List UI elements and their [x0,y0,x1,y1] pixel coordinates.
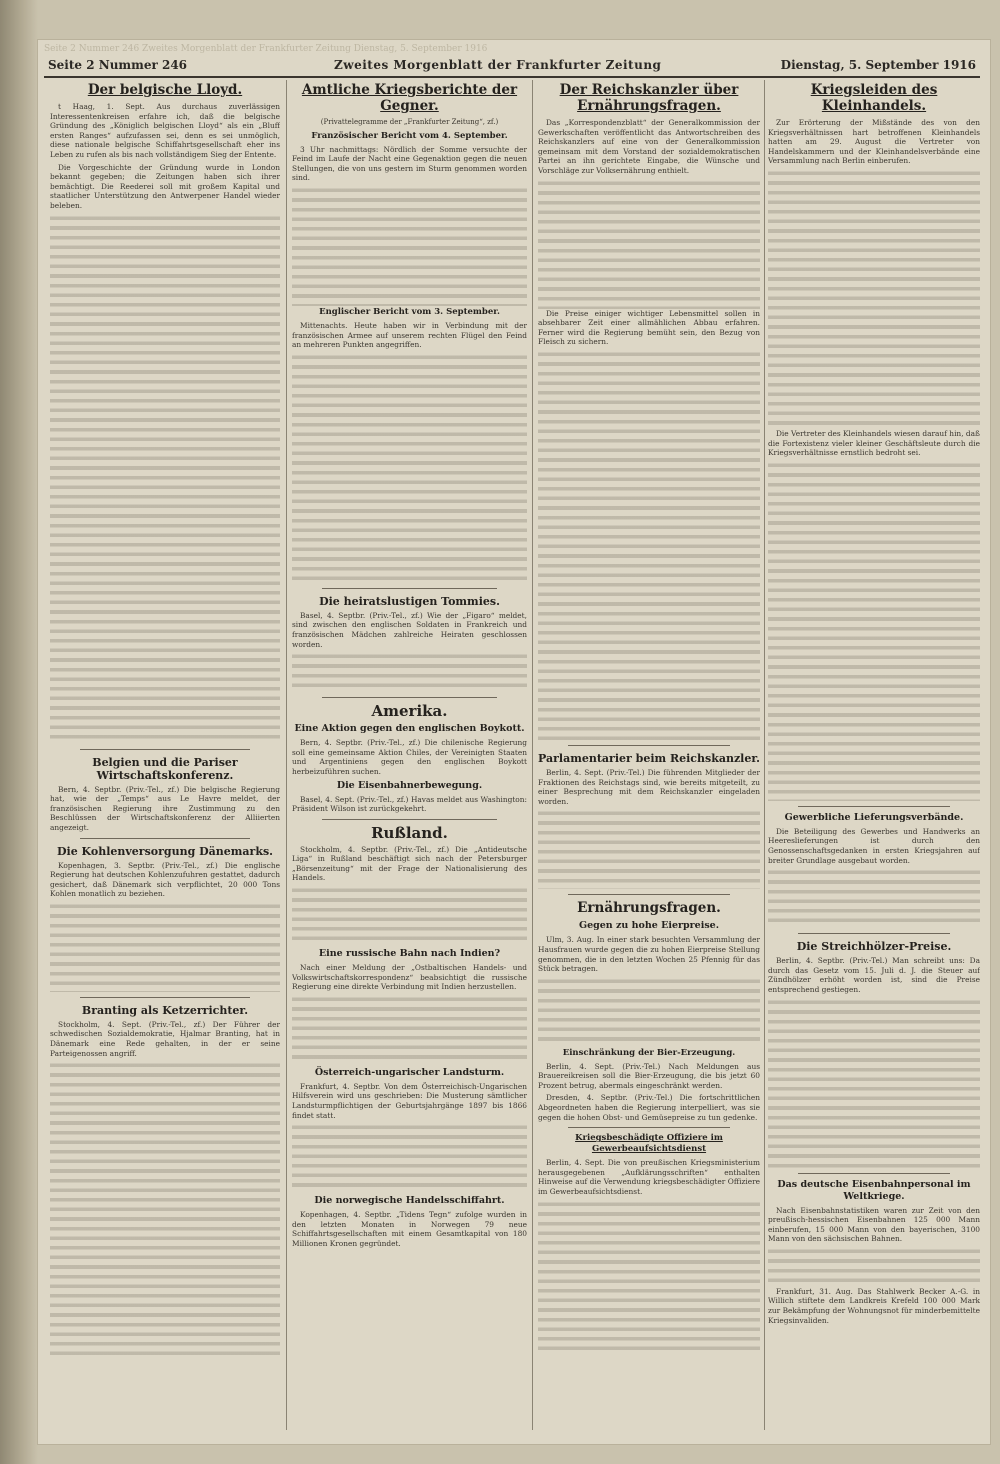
text-lines [50,902,280,992]
article-title: Amtliche Kriegsberichte der Gegner. [301,82,518,114]
section-divider [798,1173,950,1174]
text-lines [768,998,980,1168]
section-heading: Belgien und die Pariser Wirtschaftskonferenz. [92,755,238,782]
text-lines [768,169,980,429]
section-divider [798,806,950,807]
article-paragraph: Bern, 4. Septbr. (Priv.-Tel., zf.) Die chilenische Regierung soll eine gemeinsame Aktion Chiles, der Vereinigten Staaten und Argentiniens gegen den englischen Boykott herbeizuführen suchen. [292,738,527,776]
article-paragraph: Berlin, 4. Sept. (Priv.-Tel.) Nach Meldungen aus Brauereikreisen soll die Bier-Erzeugung, die bis jetzt 60 Prozent betrug, abermals eingeschränkt werden. [538,1061,760,1090]
article-paragraph: Basel, 4. Sept. (Priv.-Tel., zf.) Havas meldet aus Washington: Präsident Wilson ist zurückgekehrt. [292,794,527,814]
section-heading: Eine Aktion gegen den englischen Boykott. [294,723,525,735]
region-heading: Amerika. [371,702,448,721]
section-divider [322,819,497,820]
section-heading: Ernährungsfragen. [577,900,721,917]
article-paragraph: Kopenhagen, 4. Septbr. „Tidens Tegn“ zufolge wurden in den letzten Monaten in Norwegen 79 neue Schiffahrtsgesellschaften mit einem Gesamtkapital von 180 Millionen Kronen gegründet. [292,1210,527,1248]
section-divider [798,933,950,934]
text-lines [538,977,760,1047]
article-lead: (Privattelegramme der „Frankfurter Zeitung“, zf.) [320,118,499,126]
article-title: Der belgische Lloyd. [87,82,243,98]
section-divider [80,838,250,839]
text-lines [292,886,527,946]
column-1 [50,80,280,1430]
text-lines [538,1200,760,1350]
section-heading: Die Eisenbahnerbewegung. [336,779,483,791]
subsection-heading: Einschränkung der Bier-Erzeugung. [562,1047,736,1058]
section-heading: Die norwegische Handelsschiffahrt. [314,1195,505,1207]
text-lines [292,1123,527,1193]
article-paragraph: Die Preise einiger wichtiger Lebensmittel sollen in absehbarer Zeit einer allmählichen Abbau erfahren. Ferner wird die Regierung bemüht sein, den Bezug von Fleisch zu sichern. [538,308,760,347]
text-lines [292,652,527,692]
section-divider [568,745,730,746]
subsection-heading: Gegen zu hohe Eierpreise. [578,920,720,932]
article-paragraph: Stockholm, 4. Sept. (Priv.-Tel., zf.) Der Führer der schwedischen Sozialdemokratie, Hjalmar Branting, hat in Dänemark eine Rede gehalten, in der er seine Parteigenossen angriff. [50,1019,280,1058]
article-paragraph: Dresden, 4. Septbr. (Priv.-Tel.) Die fortschrittlichen Abgeordneten haben die Regierung interpelliert, was sie gegen die hohen Obst- und Gemüsepreise zu tun gedenke. [538,1093,760,1122]
section-divider [568,1127,730,1128]
page-binding-edge [0,0,38,1464]
section-heading: Eine russische Bahn nach Indien? [318,948,501,960]
article-paragraph: 3 Uhr nachmittags: Nördlich der Somme versuchte der Feind im Laufe der Nacht eine Gegenaktion gegen die neuen Stellungen, die von uns gestern im Sturm genommen worden sind. [292,144,527,183]
section-divider [322,697,497,698]
article-paragraph: Ulm, 3. Aug. In einer stark besuchten Versammlung der Hausfrauen wurde gegen die zu hohen Eierpreise Stellung genommen, die in den letzten Wochen 25 Pfennig für das Stück betragen. [538,935,760,974]
text-lines [538,179,760,309]
text-lines [538,809,760,889]
section-heading: Die heiratslustigen Tommies. [319,594,500,608]
section-divider [80,749,250,750]
page-number: Seite 2 Nummer 246 [48,58,188,72]
bleed-through-header: Seite 2 Nummer 246 Zweites Morgenblatt der Frankfurter Zeitung Dienstag, 5. September 1916 [44,44,488,54]
column-rule [286,80,287,1430]
article-paragraph: Berlin, 4. Sept. (Priv.-Tel.) Die führenden Mitglieder der Fraktionen des Reichstags sind, wie bereits mitgeteilt, zu einer Besprechung mit dem Reichskanzler eingeladen worden. [538,767,760,806]
article-paragraph: Bern, 4. Septbr. (Priv.-Tel., zf.) Die belgische Regierung hat, wie der „Temps“ aus Le Havre meldet, der französischen Regierung ihre Zustimmung zu den Beschlüssen der Wirtschaftskonferenz der Alliierten angezeigt. [50,784,280,832]
text-lines [50,214,280,744]
section-heading: Die Streichhölzer-Preise. [796,940,952,954]
article-paragraph: Die Vorgeschichte der Gründung wurde in London bekannt gegeben; die Zeitungen haben sich ihrer bemächtigt. Die Reederei soll mit großem Kapital und staatlicher Unterstützung den Antwerpener Handel wieder beleben. [50,162,280,210]
article-paragraph: Frankfurt, 4. Septbr. Von dem Österreichisch-Ungarischen Hilfsverein wird uns geschrieben: Die Musterung sämtlicher Landsturmpflichtigen der Geburtsjahrgänge 1897 bis 1866 findet statt. [292,1081,527,1120]
column-4 [768,80,980,1430]
article-title: Der Reichskanzler über Ernährungsfragen. [559,82,739,114]
text-lines [538,350,760,740]
section-heading: Österreich-ungarischer Landsturm. [314,1066,505,1078]
text-lines [768,461,980,801]
article-paragraph: Stockholm, 4. Septbr. (Priv.-Tel., zf.) Die „Antideutsche Liga“ in Rußland beschäftigt sich nach der Petersburger „Börsenzeitung“ mit der Frage der Nationalisierung des Handels. [292,844,527,883]
section-heading: Gewerbliche Lieferungsverbände. [784,811,964,823]
article-paragraph: Nach Eisenbahnstatistiken waren zur Zeit von den preußisch-hessischen Eisenbahnen 125 000 Mann einberufen, 15 000 Mann von den bayerischen, 3100 Mann von den sächsischen Bahnen. [768,1205,980,1244]
article-paragraph: Frankfurt, 31. Aug. Das Stahlwerk Becker A.-G. in Willich stiftete dem Landkreis Krefeld 100 000 Mark zur Bekämpfung der Wohnungsnot für minderbemittelte Kriegsinvaliden. [768,1286,980,1325]
article-paragraph: Das „Korrespondenzblatt“ der Generalkommission der Gewerkschaften veröffentlicht das Antwortschreiben des Reichskanzlers auf eine von der Generalkommission gemeinsam mit dem Vorstand der sozialdemokratischen Partei an ihn gerichtete Eingabe, die Wünsche und Vorschläge zur Volksernährung enthielt. [538,118,760,175]
text-lines [50,1061,280,1361]
article-paragraph: Kopenhagen, 3. Septbr. (Priv.-Tel., zf.) Die englische Regierung hat deutschen Kohlenzufuhren gestattet, dadurch gesichert, daß Dänemark sich verpflichtet, 20 000 Tons Kohlen monatlich zu beziehen. [50,860,280,899]
text-lines [768,868,980,928]
article-paragraph: Die Beteiligung des Gewerbes und Handwerks an Heereslieferungen ist durch den Genossenschaftsgedanken in ersten Kriegsjahren auf breiter Grundlage ausgebaut worden. [768,826,980,865]
region-heading: Rußland. [371,823,448,842]
text-lines [292,186,527,306]
article-title: Kriegsleiden des Kleinhandels. [810,82,938,114]
article-paragraph: Nach einer Meldung der „Ostbaltischen Handels- und Volkswirtschaftskorrespondenz“ beabsichtigt die russische Regierung eine direkte Verbindung mit Indien herzustellen. [292,963,527,992]
subsection-heading: Französischer Bericht vom 4. September. [311,130,508,141]
article-paragraph: Die Vertreter des Kleinhandels wiesen darauf hin, daß die Fortexistenz vieler kleiner Geschäftsleute durch die Kriegsverhältnisse ernstlich bedroht sei. [768,428,980,458]
section-divider [322,588,497,589]
article-paragraph: Zur Erörterung der Mißstände des von den Kriegsverhältnissen hart betroffenen Kleinhandels hatten am 29. August die Vertreter von Handelskammern und der Kleinhandelsverbände eine Versammlung nach Berlin einberufen. [768,118,980,166]
section-heading: Kriegsbeschädigte Offiziere im Gewerbeaufsichtsdienst [575,1133,723,1155]
section-heading: Das deutsche Eisenbahnpersonal im Weltkriege. [777,1178,971,1202]
section-heading: Parlamentarier beim Reichskanzler. [538,751,760,765]
article-paragraph: Berlin, 4. Sept. Die von preußischen Kriegsministerium herausgegebenen „Aufklärungsschriften“ enthalten Hinweise auf die Verwendung kriegsbeschädigter Offiziere im Gewerbeaufsichtsdienst. [538,1158,760,1197]
issue-date: Dienstag, 5. September 1916 [780,58,976,72]
column-rule [532,80,533,1430]
column-2 [292,80,527,1430]
text-lines [292,995,527,1065]
article-paragraph: Mittenachts. Heute haben wir in Verbindung mit der französischen Armee auf unserem rechten Flügel den Feind an mehreren Punkten angegriffen. [292,320,527,350]
text-lines [768,1247,980,1287]
section-heading: Branting als Ketzerrichter. [81,1003,249,1017]
section-divider [80,997,250,998]
section-divider [568,894,730,895]
text-lines [292,353,527,583]
article-paragraph: Berlin, 4. Septbr. (Priv.-Tel.) Man schreibt uns: Da durch das Gesetz vom 15. Juli d. J. die Steuer auf Zündhölzer erhöht worden ist, sind die Preise entsprechend gestiegen. [768,956,980,994]
article-paragraph: t Haag, 1. Sept. Aus durchaus zuverlässigen Interessentenkreisen erfahre ich, daß die belgische Gründung des „Königlich belgischen Lloyd“ als ein „Bluff ersten Ranges“ aufzufassen sei, denn es sei unmöglich, diese nationale belgische Schiffahrtsgesellschaft eher ins Leben zu rufen als bis nach vollständigem Sieg der Entente. [50,102,280,159]
column-rule [764,80,765,1430]
subsection-heading: Englischer Bericht vom 3. September. [319,306,500,317]
section-heading: Die Kohlenversorgung Dänemarks. [57,844,273,858]
column-3 [538,80,760,1430]
masthead: Zweites Morgenblatt der Frankfurter Zeitung [334,58,662,72]
page-header [44,54,980,78]
article-paragraph: Basel, 4. Septbr. (Priv.-Tel., zf.) Wie der „Figaro“ meldet, sind zwischen den englischen Soldaten in Frankreich und französischen Mädchen zahlreiche Heiraten geschlossen worden. [292,610,527,649]
